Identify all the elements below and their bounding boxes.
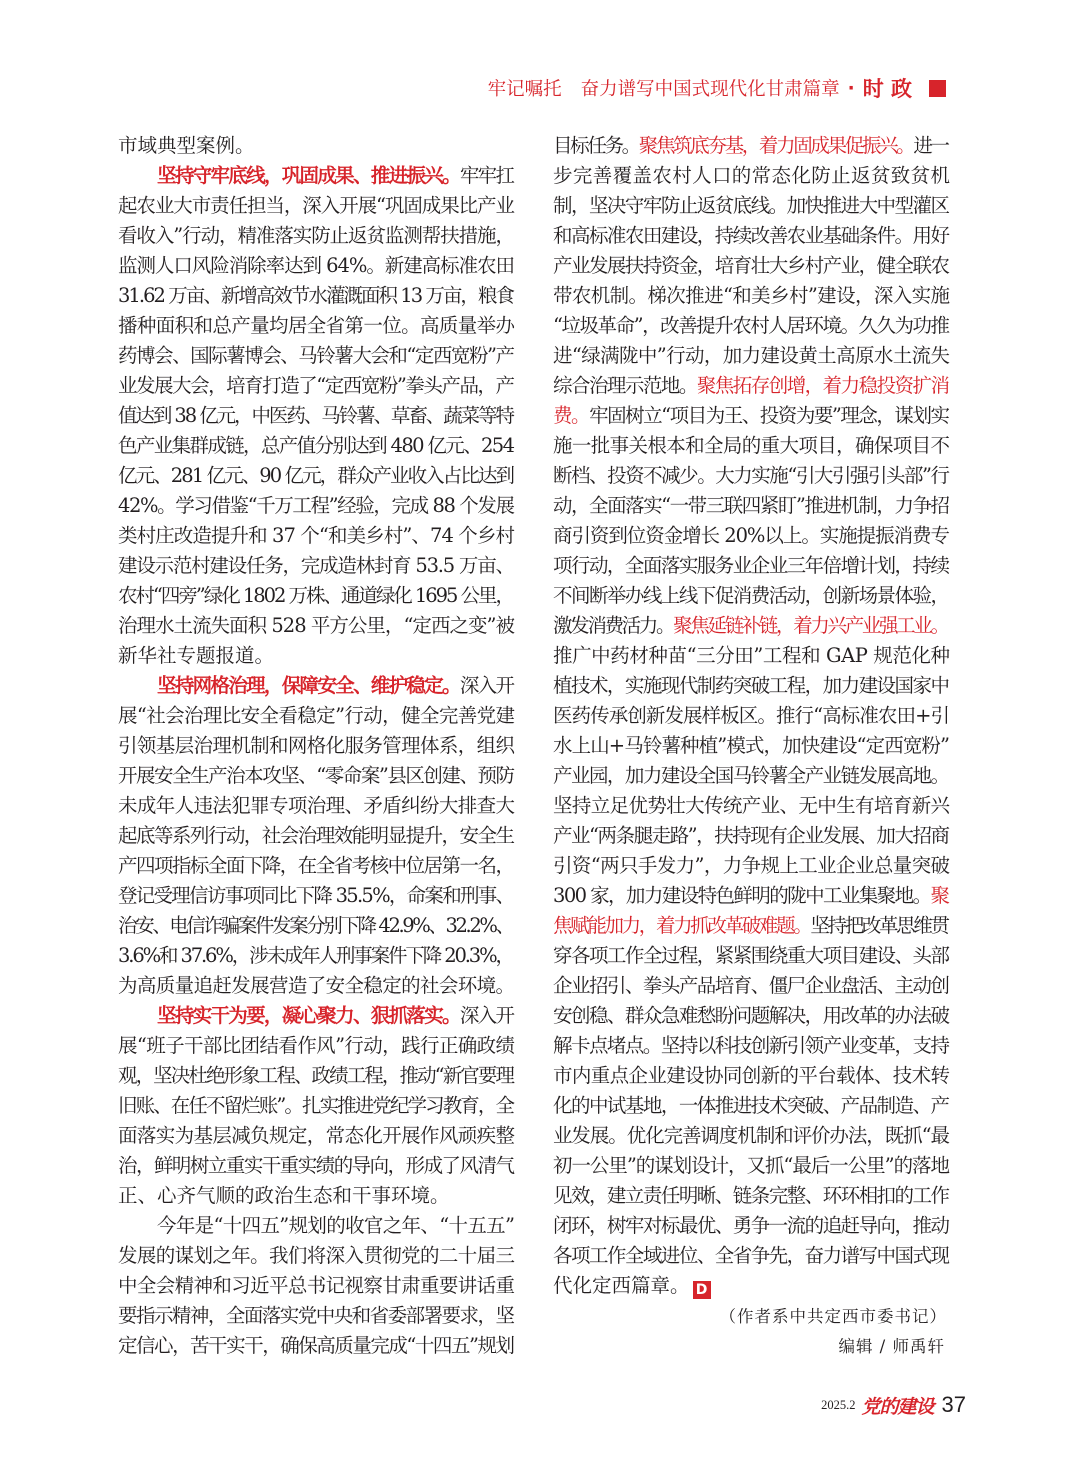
text-line xyxy=(118,1061,515,1091)
body-text: 步完善覆盖农村人口的常态化防止返贫致贫机 xyxy=(553,164,951,187)
line-content xyxy=(118,1334,514,1357)
line-content xyxy=(118,344,514,367)
line-content xyxy=(553,554,948,577)
text-line xyxy=(118,641,515,671)
text-line xyxy=(553,941,950,971)
body-text: 展“社会治理比安全看稳定”行动，健全完善党建 xyxy=(118,704,515,727)
text-line xyxy=(553,131,950,161)
text-line xyxy=(118,1001,515,1031)
body-text: 治，鲜明树立重实干重实绩的导向，形成了风清气 xyxy=(118,1154,514,1177)
body-text: 300 家，加力建设特色鲜明的陇中工业集聚地。 xyxy=(553,884,931,907)
body-text: 项行动，全面落实服务业企业三年倍增计划，持续 xyxy=(553,554,949,577)
body-text: 旧账、在任不留烂账”。扎实推进党纪学习教育，全 xyxy=(118,1094,514,1117)
line-content xyxy=(118,974,514,997)
line-content xyxy=(553,914,948,937)
body-text: 植技术，实施现代制药突破工程，加力建设国家中 xyxy=(553,674,949,697)
body-text: 发展的谋划之年。我们将深入贯彻党的二十届三 xyxy=(118,1244,515,1267)
text-line xyxy=(118,1211,515,1241)
body-text: 未成年人违法犯罪专项治理、矛盾纠纷大排查大 xyxy=(118,794,515,817)
text-line xyxy=(118,551,515,581)
lead-heading: 坚持实干为要，凝心聚力、狠抓落实。 xyxy=(157,1004,460,1027)
body-text: 起底等系列行动，社会治理效能明显提升，安全生 xyxy=(118,824,514,847)
text-line xyxy=(553,611,950,641)
header-square-icon xyxy=(929,80,946,97)
line-content xyxy=(553,1274,711,1297)
text-line xyxy=(553,1211,950,1241)
body-text: 要指示精神，全面落实党中央和省委部署要求，坚 xyxy=(118,1304,514,1327)
text-line xyxy=(118,611,515,641)
text-line xyxy=(118,461,515,491)
line-content xyxy=(157,1214,514,1237)
text-line xyxy=(118,821,515,851)
line-content xyxy=(118,254,514,277)
line-content xyxy=(118,464,513,487)
line-content xyxy=(118,1154,513,1177)
text-line xyxy=(553,1241,950,1271)
text-line xyxy=(118,1331,515,1361)
text-line xyxy=(118,281,515,311)
line-content xyxy=(553,194,948,217)
body-text: 制，坚决守牢防止返贫底线。加快推进大中型灌区 xyxy=(553,194,949,217)
text-line xyxy=(553,341,950,371)
text-line xyxy=(553,221,950,251)
text-line xyxy=(118,1031,515,1061)
line-content xyxy=(157,164,513,187)
body-text: 31.62 万亩、新增高效节水灌溉面积 13 万亩，粮食 xyxy=(118,284,514,307)
lead-heading: 聚焦拓存创增，着力稳投资扩消 xyxy=(696,374,949,397)
text-line xyxy=(553,371,950,401)
text-line xyxy=(553,1001,950,1031)
body-text: 进“绿满陇中”行动，加力建设黄土高原水土流失 xyxy=(553,344,950,367)
body-text: 市内重点企业建设协同创新的平台载体、技术转 xyxy=(553,1064,950,1087)
text-line xyxy=(118,251,515,281)
text-line xyxy=(118,581,515,611)
text-line xyxy=(118,401,515,431)
line-content xyxy=(553,614,948,637)
body-text: 穿各项工作全过程，紧紧围绕重大项目建设、头部 xyxy=(553,944,949,967)
text-line xyxy=(118,791,515,821)
line-content xyxy=(118,1064,513,1087)
body-text: 引领基层治理机制和网格化服务管理体系，组织 xyxy=(118,734,515,757)
line-content xyxy=(553,974,948,997)
text-line xyxy=(553,1121,950,1151)
body-text: 水上山+马铃薯种植”模式，加快建设“定西宽粉” xyxy=(553,734,950,757)
body-text: 业发展。优化完善调度机制和评价办法，既抓“最 xyxy=(553,1124,949,1147)
text-line xyxy=(553,311,950,341)
body-text: 带农机制。梯次推进“和美乡村”建设，深入实施 xyxy=(553,284,950,307)
body-text: 看收入”行动，精准落实防止返贫监测帮扶措施， xyxy=(118,224,514,247)
line-content xyxy=(553,524,949,547)
lead-heading: 坚持网格治理，保障安全、维护稳定。 xyxy=(157,674,460,697)
body-text: 登记受理信访事项同比下降 35.5%，命案和刑事、 xyxy=(118,884,514,907)
text-line xyxy=(553,1181,950,1211)
body-text: 综合治理示范地。 xyxy=(553,374,697,397)
lead-heading: 坚持守牢底线，巩固成果、推进振兴。 xyxy=(157,164,460,187)
author-note: （作者系中共定西市委书记） xyxy=(719,1307,947,1326)
lead-heading: 焦赋能加力，着力抓改革破难题。 xyxy=(553,914,811,937)
text-line xyxy=(553,521,950,551)
line-content xyxy=(553,734,949,757)
text-line xyxy=(118,431,515,461)
line-content xyxy=(118,374,514,397)
header-section: 时 政 xyxy=(862,77,912,101)
line-content xyxy=(553,374,948,397)
body-text: 监测人口风险消除率达到 64%。新建高标准农田 xyxy=(118,254,514,277)
text-line xyxy=(118,131,515,161)
body-text: 坚持把改革思维贯 xyxy=(810,914,948,937)
line-content xyxy=(118,1034,514,1057)
line-content xyxy=(118,884,513,907)
body-text: 药博会、国际薯博会、马铃薯大会和“定西宽粉”产 xyxy=(118,344,514,367)
line-content xyxy=(553,884,948,907)
text-line xyxy=(553,881,950,911)
line-content xyxy=(553,1004,948,1027)
header-separator: · xyxy=(847,77,855,99)
text-line xyxy=(553,971,950,1001)
body-text: 3.6%和 37.6%，涉未成年人刑事案件下降 20.3%， xyxy=(118,944,513,967)
body-text: 值达到 38 亿元，中医药、马铃薯、草畜、蔬菜等特 xyxy=(118,404,513,427)
body-text: 市域典型案例。 xyxy=(118,134,255,157)
text-line xyxy=(118,491,515,521)
line-content xyxy=(118,284,513,307)
line-content xyxy=(553,674,948,697)
line-content xyxy=(118,764,514,787)
lead-heading: 聚焦延链补链，着力兴产业强工业。 xyxy=(673,614,948,637)
text-line xyxy=(118,1301,515,1331)
text-line xyxy=(553,401,950,431)
body-text: 初一公里”的谋划设计，又抓“最后一公里”的落地 xyxy=(553,1154,949,1177)
line-content xyxy=(553,794,949,817)
line-content xyxy=(553,224,948,247)
line-content xyxy=(118,584,513,607)
body-text: 安创稳、群众急难愁盼问题解决，用改革的办法破 xyxy=(553,1004,949,1027)
text-line xyxy=(553,791,950,821)
text-line xyxy=(553,671,950,701)
text-line xyxy=(553,1091,950,1121)
body-text: 推广中药材种苗“三分田”工程和 GAP 规范化种 xyxy=(553,644,950,667)
line-content xyxy=(553,134,948,157)
text-line xyxy=(553,281,950,311)
lead-heading: 费。 xyxy=(553,404,590,427)
line-content xyxy=(553,494,949,517)
body-text: 起农业大市责任担当，深入开展“巩固成果比产业 xyxy=(118,194,514,217)
line-content xyxy=(553,1244,948,1267)
line-content xyxy=(553,1154,949,1177)
text-line xyxy=(118,1241,515,1271)
body-text: 和高标准农田建设，持续改善农业基础条件。用好 xyxy=(553,224,949,247)
body-text: 定信心，苦干实干，确保高质量完成“十四五”规划 xyxy=(118,1334,514,1357)
text-line xyxy=(553,1031,950,1061)
body-text: 面落实为基层减负规定，常态化开展作风顽疾整 xyxy=(118,1124,515,1147)
text-line xyxy=(553,461,950,491)
line-content xyxy=(553,1094,948,1117)
editor-credit: 编辑 / 师禹轩 xyxy=(838,1337,945,1356)
text-line xyxy=(118,221,515,251)
text-line xyxy=(118,371,515,401)
body-text: 亿元、281 亿元、90 亿元，群众产业收入占比达到 xyxy=(118,464,514,487)
text-line xyxy=(553,911,950,941)
text-line xyxy=(118,341,515,371)
page-number: 37 xyxy=(941,1392,966,1417)
body-text: 化的中试基地，一体推进技术突破、产品制造、产 xyxy=(553,1094,949,1117)
text-line xyxy=(553,581,950,611)
line-content xyxy=(118,944,513,967)
end-mark: D xyxy=(693,1281,711,1299)
line-content xyxy=(118,1184,450,1207)
line-content xyxy=(118,1274,514,1297)
page-footer xyxy=(821,1391,966,1419)
text-line xyxy=(118,941,515,971)
line-content xyxy=(553,314,949,337)
issue-date: 2025.2 xyxy=(821,1397,856,1412)
line-content xyxy=(553,704,949,727)
header-series: 牢记嘱托 xyxy=(487,79,562,100)
text-line xyxy=(553,641,950,671)
line-content xyxy=(118,1094,513,1117)
line-content xyxy=(118,704,514,727)
body-text: 观，坚决杜绝形象工程、政绩工程，推动“新官要理 xyxy=(118,1064,514,1087)
line-content xyxy=(553,644,950,667)
lead-heading: 聚 xyxy=(930,884,949,907)
line-content xyxy=(553,1034,948,1057)
line-content xyxy=(553,164,950,187)
body-text: 牢牢扛 xyxy=(459,164,514,187)
body-text: 坚持立足优势壮大传统产业、无中生有培育新兴 xyxy=(553,794,950,817)
body-text: 深入开 xyxy=(459,1004,514,1027)
body-text: 各项工作全域进位、全省争先，奋力谱写中国式现 xyxy=(553,1244,949,1267)
line-content xyxy=(553,854,949,877)
line-content xyxy=(118,554,514,577)
body-text: 中全会精神和习近平总书记视察甘肃重要讲话重 xyxy=(118,1274,515,1297)
body-text: 治理水土流失面积 528 平方公里，“定西之变”被 xyxy=(118,614,515,637)
line-content xyxy=(118,614,514,637)
body-text: 正、心齐气顺的政治生态和干事环境。 xyxy=(118,1184,450,1207)
line-content xyxy=(553,464,949,487)
left-column xyxy=(118,131,515,1361)
text-line xyxy=(553,251,950,281)
header-title: 奋力谱写中国式现代化甘肃篇章 xyxy=(580,79,840,100)
line-content xyxy=(118,404,513,427)
body-text: 产四项指标全面下降，在全省考核中位居第一名， xyxy=(118,854,514,877)
body-text: 产业园，加力建设全国马铃薯全产业链发展高地。 xyxy=(553,764,949,787)
text-line xyxy=(118,911,515,941)
body-text: 42%。学习借鉴“千万工程”经验，完成 88 个发展 xyxy=(118,494,514,517)
body-text: 为高质量追赶发展营造了安全稳定的社会环境。 xyxy=(118,974,515,997)
body-text: 今年是“十四五”规划的收官之年、“十五五” xyxy=(157,1214,515,1237)
right-column xyxy=(553,131,950,1301)
text-line xyxy=(118,191,515,221)
text-line xyxy=(118,701,515,731)
body-text: 进一 xyxy=(913,134,948,157)
body-text: 企业招引、拳头产品培育、僵尸企业盘活、主动创 xyxy=(553,974,949,997)
line-content xyxy=(118,194,514,217)
body-text: 建设示范村建设任务，完成造林封育 53.5 万亩、 xyxy=(118,554,514,577)
text-line xyxy=(553,551,950,581)
body-text: 目标任务。 xyxy=(553,134,639,157)
text-line xyxy=(553,161,950,191)
body-text: 激发消费活力。 xyxy=(553,614,674,637)
line-content xyxy=(118,434,513,457)
text-line xyxy=(118,311,515,341)
line-content xyxy=(553,824,949,847)
text-line xyxy=(553,821,950,851)
body-text: 类村庄改造提升和 37 个“和美乡村”、74 个乡村 xyxy=(118,524,515,547)
body-text: 开展安全生产治本攻坚、“零命案”县区创建、预防 xyxy=(118,764,514,787)
body-text: 农村“四旁”绿化 1802 万株、通道绿化 1695 公里， xyxy=(118,584,513,607)
text-line xyxy=(118,731,515,761)
text-line xyxy=(118,1151,515,1181)
line-content xyxy=(118,494,514,517)
body-text: 业发展大会，培育打造了“定西宽粉”拳头产品，产 xyxy=(118,374,514,397)
line-content xyxy=(157,1004,513,1027)
body-text: 引资“两只手发力”，力争规上工业企业总量突破 xyxy=(553,854,950,877)
line-content xyxy=(553,434,949,457)
line-content xyxy=(553,1184,948,1207)
line-content xyxy=(118,794,514,817)
text-line xyxy=(553,1151,950,1181)
line-content xyxy=(118,1124,514,1147)
text-line xyxy=(553,1061,950,1091)
body-text: 闭环，树牢对标最优、勇争一流的追赶导向，推动 xyxy=(553,1214,949,1237)
text-line xyxy=(553,431,950,461)
text-line xyxy=(553,731,950,761)
text-line xyxy=(118,971,515,1001)
line-content xyxy=(553,1064,949,1087)
line-content xyxy=(553,1124,949,1147)
line-content xyxy=(118,1244,514,1267)
body-text: 施一批事关根本和全局的重大项目，确保项目不 xyxy=(553,434,950,457)
text-line xyxy=(118,851,515,881)
body-text: 动，全面落实“一带三联四紧盯”推进机制，力争招 xyxy=(553,494,949,517)
body-text: 不间断举办线上线下促消费活动，创新场景体验， xyxy=(553,584,949,607)
text-line xyxy=(553,701,950,731)
line-content xyxy=(118,854,513,877)
text-line xyxy=(118,1121,515,1151)
body-text: 产业“两条腿走路”，扶持现有企业发展、加大招商 xyxy=(553,824,949,847)
text-line xyxy=(118,881,515,911)
line-content xyxy=(118,914,513,937)
line-content xyxy=(553,404,949,427)
body-text: “垃圾革命”，改善提升农村人居环境。久久为功推 xyxy=(553,314,949,337)
body-text: 播种面积和总产量均居全省第一位。高质量举办 xyxy=(118,314,515,337)
line-content xyxy=(553,284,949,307)
body-text: 见效，建立责任明晰、链条完整、环环相扣的工作 xyxy=(553,1184,949,1207)
line-content xyxy=(553,344,949,367)
text-line xyxy=(118,671,515,701)
body-text: 产业发展扶持资金，培育壮大乡村产业，健全联农 xyxy=(553,254,949,277)
text-line xyxy=(118,761,515,791)
line-content xyxy=(118,824,513,847)
lead-heading: 聚焦筑底夯基，着力固成果促振兴。 xyxy=(638,134,914,157)
text-line xyxy=(553,491,950,521)
text-line xyxy=(118,1091,515,1121)
body-text: 深入开 xyxy=(459,674,514,697)
text-line xyxy=(118,1271,515,1301)
line-content xyxy=(118,134,255,157)
body-text: 商引资到位资金增长 20%以上。实施提振消费专 xyxy=(553,524,949,547)
line-content xyxy=(118,224,514,247)
text-line xyxy=(118,1181,515,1211)
body-text: 断档、投资不减少。大力实施“引大引强引头部”行 xyxy=(553,464,949,487)
running-header xyxy=(488,74,946,102)
text-line xyxy=(553,1271,950,1301)
text-line xyxy=(553,191,950,221)
line-content xyxy=(157,674,513,697)
text-line xyxy=(553,851,950,881)
line-content xyxy=(553,944,948,967)
text-line xyxy=(118,161,515,191)
body-text: 解卡点堵点。坚持以科技创新引领产业变革，支持 xyxy=(553,1034,949,1057)
body-text: 展“班子干部比团结看作风”行动，践行正确政绩 xyxy=(118,1034,515,1057)
line-content xyxy=(118,644,274,667)
body-text: 色产业集群成链，总产值分别达到 480 亿元、254 xyxy=(118,434,514,457)
line-content xyxy=(118,524,514,547)
line-content xyxy=(553,254,948,277)
body-text: 代化定西篇章。 xyxy=(553,1274,690,1297)
body-text: 新华社专题报道。 xyxy=(118,644,275,667)
line-content xyxy=(118,1304,513,1327)
text-line xyxy=(553,761,950,791)
line-content xyxy=(553,1214,948,1237)
magazine-logo: 党的建设 xyxy=(861,1395,934,1418)
text-line xyxy=(118,521,515,551)
body-text: 医药传承创新发展样板区。推行“高标准农田+引 xyxy=(553,704,950,727)
body-text: 牢固树立“项目为王、投资为要”理念，谋划实 xyxy=(589,404,949,427)
line-content xyxy=(118,734,514,757)
line-content xyxy=(118,314,514,337)
line-content xyxy=(553,584,948,607)
body-text: 治安、电信诈骗案件发案分别下降 42.9%、32.2%、 xyxy=(118,914,513,937)
line-content xyxy=(553,764,948,787)
